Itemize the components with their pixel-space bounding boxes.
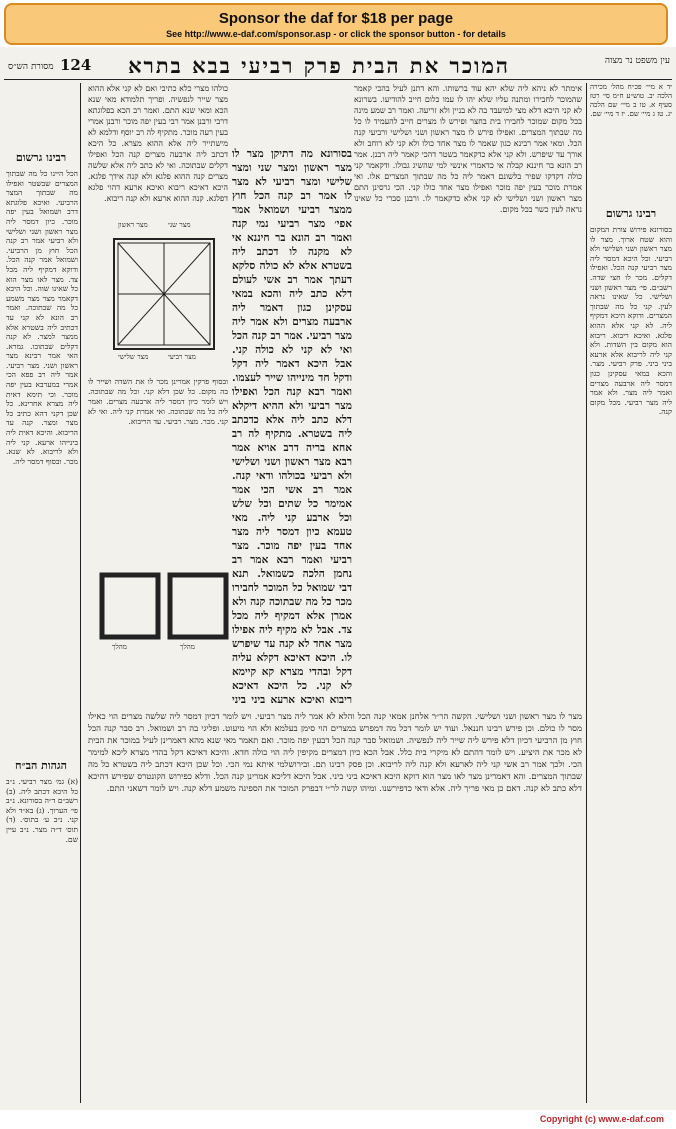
diagram-label-1: מצר ראשון: [118, 221, 148, 229]
copyright-notice[interactable]: Copyright (c) www.e-daf.com: [539, 1114, 664, 1124]
hagahot-text: (א) גמ׳ מצר רביעי. נ״ב כל היכא דכתב ליה. (ב) רשב״ם ד״ה בסורונא. נ״ב פי׳ הערוך. (ג) בא״ד ולא קני. נ״ב ע׳ בתוס׳. (ד) תוס׳ ד״ה מצר. נ״ב עיין שם.: [6, 777, 78, 844]
diagram-label-2: מצר שני: [168, 221, 191, 229]
right-commentary-text: בסורונא פירוש צורת המקום והוא שטח ארוך. מצר לו מצר ראשון ושני ושלישי ולא רביעי. וכל היכא דמסר ליה מצר רביעי קנה הכל. ואפילו דקלים. מכר לו חצי שדה. רשב״ם. פי׳ מצר ראשון ושני ושלישי. כל שאינו נראה לעין. קני כל מה שבתוך המצרים. ודוקא היכא דמקיף ליה. לא קני אלא ההוא פלגא. ואיכא ריבוא. ריבוא הוא מקום בין השדות. ולא קני ליה לריבוא אלא ארעא ביני ביני. פרק רביעי. מצר. והכא במאי עסקינן כגון דמסר ליה ארבעה מצרים ואמר ליה מצר. ולא אמר ליה מצר רביעי. מכל מקום קנה.: [590, 225, 672, 417]
left-commentary-text: הכל היינו כל מה שבתוך המצרים שבשטר ואפילו מה שבתוך המצר הרביעי. ואיכא פלוגתא דרב ושמואל בעין יפה מוכר. כיון דמסר ליה מצר ראשון ושני ושלישי ולא רביעי אמר רב קנה הכל חוץ מן הרביעי. ושמואל אמר קנה הכל. ודוקא דמקיף ליה מכל צד. מצר לאו מצר הוא כל שאינו שוה. וכל היכא דקאמר מצר מצר משמע כל מה שבתוכה. ואמר רב הונא לא קני עד דכתיב ליה בשטרא אלא ממצר למצר. לא קנה דקלים שבתוכו. גמרא. האי אמר רבינא מצר ראשון ושני. מצר רביעי. אמר ליה רב פפא הכי אמרי במערבא בעין יפה מוכר. וכי תימא דאית ליה מצרא אחרינא. כל שכן דקני דהא כתיב כל מצר ומצר. קנה עד הריבוא. והיכא דאית ליה בינייהו ארעא. קני ליה ולא לריבוא. לא שנא. מכר. ובסוף דמסר ליה.: [6, 169, 78, 466]
tosafot-middle-column: [88, 377, 228, 567]
middle-commentary-column: [88, 83, 228, 213]
masoret-hashas-label: מסורת הש״ס: [8, 62, 54, 72]
page-header: המוכר את הבית פרק רביעי בבא בתרא: [128, 53, 510, 78]
column-divider-left: [80, 83, 81, 1103]
gemara-column: [232, 147, 352, 707]
diagram-bottom-label-1: מהלך: [112, 643, 127, 651]
header-rule: [4, 79, 672, 80]
rashbam-column: [354, 83, 582, 783]
field-borders-diagram: [96, 217, 232, 373]
diagram-bottom-label-2: מהלך: [180, 643, 195, 651]
tosafot-middle-text: ובסוף פרקין אמרינן מכר לו את השדה ושייר לו בה מקום. כל שכן דלא קני. וכל מה שבתוכה. ויש לומר כיון דמסר ליה ארבעה מצרים. ואמר ליה כל מה שבתוכה. ואי אמרת קני ליה. ואי לא קני. מכר. מצר. רביעי. עד הריבוא.: [88, 377, 228, 426]
hagahot-title: הגהות הב״ח: [15, 759, 67, 772]
right-commentary-column: [590, 225, 672, 1103]
tosafot-text: מצר לו מצר ראשון ושני ושלישי. הקשה הר״ר אלחנן אמאי קנה הכל והלא לא אמר ליה מצר רביעי. ויש לומר דכיון דמסר ליה שלשה מצרים הוי כאילו מסר לו כולם. וכן פירש רבינו חננאל. ועוד יש לומר דכל מה דמפרש במצרים הוי סימן בעלמא ולא הוי מיעוט. ופליגי בה רב ושמואל. רב סבר קנה הכל חוץ מן הרביעי דכיון דלא פירש ליה שייר ליה לנפשיה. ושמואל סבר קנה הכל דבעין יפה מוכר. ואם תאמר מאי שנא מהא דאמרינן לעיל במוכר את הבית לא מכר את היציע. ויש לומר דהתם לא מיקרי בית כלל. אבל הכא כיון דמצרים מקיפין ליה הוי כולה חדא. והיכא דאיכא דקל בהדי מצרא ליכא למימר הכי. ולכך אמר רב אשי קני ליה לארעא ולא קנה ליה לריבוא. וכן פסק רבינו תם. ובירושלמי איתא נמי הכי. וכל שכן היכא דכתב ליה בשטרא כל מה שבתוך המצרים. והא דאמרינן מצר לאו מצר הוא דוקא היכא דאיכא ביני ביני. אבל היכא דליכא אמרינן קנה הכל. ודלא כפירוש הקונטרס שפירש דהיכא דלא כתב לא קנה. דאם כן מאי פריך ליה. אלא ודאי כדפירשנו. ומיהו קשה לר״י דבפרק המוכר את הספינה משמע דלא קנה. ויש לומר דשאני התם.: [88, 712, 582, 794]
talmud-page: [0, 47, 676, 1110]
gemara-text: בסורונא מה דתיקן מצר לו מצר ראשון ומצר שני ומצר שלישי ומצר רביעי לא מצר לו אמר רב קנה הכל חוץ ממצר רביעי ושמואל אמר אפי׳ מצר רביעי נמי קנה ואמר רב הונא בר חיננא אי לא מקנה לו דכתב ליה בשטרא אלא לא כולה סלקא דעתך אמר רב אשי לעולם דלא כתב ליה והכא במאי עסקינן כגון דאמר ליה ארבעה מצרים ולא אמר ליה מצר רביעי. אמר רב קנה הכל ואי לא קני לא כולה קני. אבל היכא דאמר ליה דקל ודקל חד מינייהו שייר לעצמו. ואמר רבא קנה הכל ואפילו מצר רביעי ולא ההיא דיקלא דלא כתב ליה אלא כדכתב ליה בשטרא. מתקיף לה רב אחא בריה דרב אויא אמר רבא מצר ראשון ושני ושלישי ולא רביעי בכולהו ודאי קנה. אמר רב אשי הכי אמר אמימר כל שתים וכל שלש וכל ארבע קני ליה. מאי טעמא כיון דמסר ליה מצר אחד בעין יפה מוכר. מצר רביעי ואמר רבא אמר רב נחמן הלכה כשמואל. תנא דבי שמואל כל המוכר לחבירו מכר כל מה שבתוכה קנה ולא אמרן אלא דמקיף ליה מכל צד. אבל לא מקיף ליה אפילו מצר אחד לא קנה עד שיפרש לו. היכא דאיכא דקלא עליה דקל ובהדי מצרא קא קיימא לא קני. כל היכא דאיכא ריבוא ואיכא ארעא ביני ביני: [232, 148, 352, 706]
right-commentary-title: רבינו גרשום: [605, 207, 657, 220]
ein-mishpat-label: עין משפט נר מצוה: [604, 56, 670, 66]
sponsor-subtitle: See http://www.e-daf.com/sponsor.asp - or click the sponsor button - for details: [166, 29, 506, 39]
diagram-label-4: מצר רביעי: [168, 353, 196, 361]
diagram-label-3: מצר שלישי: [118, 353, 149, 361]
sponsor-title[interactable]: Sponsor the daf for $18 per page: [218, 10, 454, 27]
two-plots-diagram: [96, 567, 232, 667]
sponsor-banner[interactable]: [4, 3, 668, 45]
tosafot-column: [88, 711, 582, 1103]
rashbam-text: אימתר לא ניהא ליה שלא יהא עוד ברשותו. והא דתנן לעיל בהכי קאמר שהמוכר לחבירו ומתנה עליו שלא יהו לו עמו כלום חייב להודיעו. בשרונא לא קני היכא דלא מצי למיעבד בה לא בניין ולא זריעה. ואמר רב שמע מינה בכל מקום שמוכר לחבירו בית בחצר ופירש לו מצרים חייב להעמיד לו כל מה שבתוך המצרים. ואפילו פירש לו מצר ראשון ושני ושלישי ורביעי קנה הכל. ומאי אמר רבינא כגון שאמר לו מצר אחד כולו ולא קני לא רוחב ולא אורך עד שיפרש. ולא קני אלא כדקאמר בשטר דהכי קאמר ליה רבנן. אמר רב הונא בר חיננא קבלה אי כדאמרי אינשי למי שהשיג גבולו. ודקאמר קני כולה דקדקו שפיר בלשונם דאמר ליה כל מה שבתוך המצרים אלו. ואי אמרת מוכר בעין יפה מוכר ואפילו מצר אחד כולו קני. הכי גרסינן התם מצר ראשון ושני ושלישי לא קני אלא כדקאמר לו. ורבנן סברי כל שאינו נראה לעין כשר בכל מקום.: [354, 84, 582, 214]
column-divider-right: [586, 83, 587, 1103]
left-commentary-column: [6, 169, 78, 749]
left-commentary-title: רבינו גרשום: [15, 151, 67, 164]
hagahot-column: [6, 777, 78, 1103]
page-number: 124: [60, 56, 92, 74]
middle-commentary-text: כולהו מצרי כלא כתיבי ואם לא קני אלא ההוא מצר שייר לנפשיה. ופריך תלמודא מאי שנא הכא ומאי שנא התם. ואמר רב הכא בפלוגתא דרבי ורבנן אמר רבי בעין יפה מוכר ורבנן אמרי בעין רעה מוכר. מתקיף לה רב יוסף ודלמא לא מישתייר ליה אלא ההוא מצרא. כל היכא דכתב ליה ארבעה מצרים קנה הכל ואפילו דקלים שבתוכה. ואי לא כתב ליה אלא שלשה מצרים קנה ההוא פלגא ולא קנה אידך פלגא. היכא דאיכא ריבוא ואיכא ארעא דהוי פלגא דפלגא. קנה ההוא ארעא ולא קנה ריבוא.: [88, 84, 228, 203]
ein-mishpat-text: יד א מיי׳ פכ״ח מהל׳ מכירה הלכה יב. טוש״ע ח״מ סי׳ רטז סעיף א. טו ב מיי׳ שם הלכה יג. טז ג מיי׳ שם. יז ד מיי׳ שם.: [590, 83, 672, 118]
ein-mishpat-column: [590, 83, 672, 203]
